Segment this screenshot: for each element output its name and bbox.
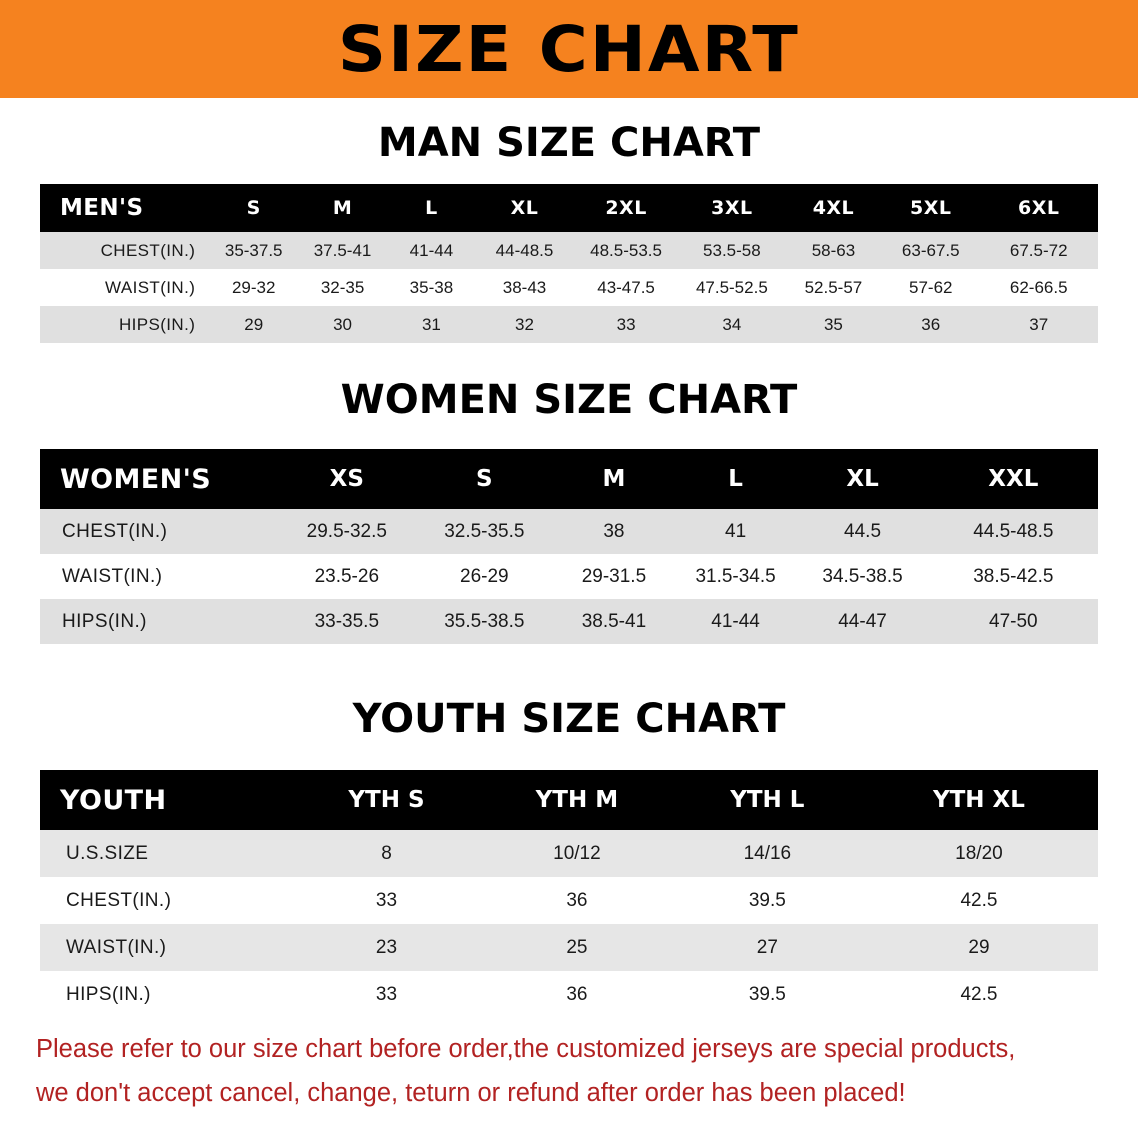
table-row bbox=[40, 554, 1098, 599]
youth-cell: 27 bbox=[675, 924, 860, 971]
men-header-cell: S bbox=[209, 184, 298, 232]
men-cell: 35-38 bbox=[387, 269, 476, 306]
youth-cell: 18/20 bbox=[860, 830, 1098, 877]
women-cell: 41-44 bbox=[675, 599, 797, 644]
youth-header-cell: YOUTH bbox=[40, 770, 294, 830]
men-header-cell: L bbox=[387, 184, 476, 232]
youth-cell: 42.5 bbox=[860, 877, 1098, 924]
women-header-cell: XL bbox=[796, 449, 928, 509]
youth-cell: 8 bbox=[294, 830, 479, 877]
men-cell: 29-32 bbox=[209, 269, 298, 306]
men-cell: 48.5-53.5 bbox=[573, 232, 679, 269]
youth-cell: 29 bbox=[860, 924, 1098, 971]
table-row bbox=[40, 830, 1098, 877]
men-cell: 47.5-52.5 bbox=[679, 269, 785, 306]
disclaimer-line-2: we don't accept cancel, change, teturn or refund after order has been placed! bbox=[36, 1078, 906, 1107]
men-cell: 38-43 bbox=[476, 269, 573, 306]
women-header-cell: WOMEN'S bbox=[40, 449, 278, 509]
men-cell: 58-63 bbox=[785, 232, 882, 269]
men-cell: 43-47.5 bbox=[573, 269, 679, 306]
women-cell: 35.5-38.5 bbox=[416, 599, 554, 644]
youth-row-label: WAIST(IN.) bbox=[40, 924, 294, 971]
men-header-cell: 3XL bbox=[679, 184, 785, 232]
women-table-wrap bbox=[0, 449, 1138, 644]
women-cell: 32.5-35.5 bbox=[416, 509, 554, 554]
men-cell: 34 bbox=[679, 306, 785, 343]
women-cell: 38.5-41 bbox=[553, 599, 675, 644]
youth-header-cell: YTH L bbox=[675, 770, 860, 830]
men-header-cell: 5XL bbox=[882, 184, 979, 232]
women-section-title: WOMEN SIZE CHART bbox=[340, 377, 798, 423]
table-row bbox=[40, 306, 1098, 343]
women-cell: 29-31.5 bbox=[553, 554, 675, 599]
women-cell: 41 bbox=[675, 509, 797, 554]
youth-header-cell: YTH M bbox=[479, 770, 675, 830]
women-row-label: WAIST(IN.) bbox=[40, 554, 278, 599]
women-cell: 47-50 bbox=[929, 599, 1098, 644]
men-cell: 33 bbox=[573, 306, 679, 343]
women-cell: 29.5-32.5 bbox=[278, 509, 416, 554]
youth-cell: 23 bbox=[294, 924, 479, 971]
man-size-table bbox=[40, 184, 1098, 343]
table-row bbox=[40, 184, 1098, 232]
men-cell: 63-67.5 bbox=[882, 232, 979, 269]
table-row bbox=[40, 449, 1098, 509]
women-header-cell: M bbox=[553, 449, 675, 509]
women-cell: 38.5-42.5 bbox=[929, 554, 1098, 599]
men-cell: 30 bbox=[298, 306, 387, 343]
men-cell: 53.5-58 bbox=[679, 232, 785, 269]
women-cell: 23.5-26 bbox=[278, 554, 416, 599]
women-cell: 26-29 bbox=[416, 554, 554, 599]
women-size-table bbox=[40, 449, 1098, 644]
men-cell: 36 bbox=[882, 306, 979, 343]
men-cell: 37 bbox=[979, 306, 1098, 343]
man-section-title: MAN SIZE CHART bbox=[377, 120, 761, 166]
youth-row-label: U.S.SIZE bbox=[40, 830, 294, 877]
women-header-cell: XXL bbox=[929, 449, 1098, 509]
men-cell: 41-44 bbox=[387, 232, 476, 269]
women-row-label: HIPS(IN.) bbox=[40, 599, 278, 644]
men-cell: 32-35 bbox=[298, 269, 387, 306]
women-cell: 44.5-48.5 bbox=[929, 509, 1098, 554]
men-cell: 32 bbox=[476, 306, 573, 343]
men-header-cell: 4XL bbox=[785, 184, 882, 232]
table-row bbox=[40, 924, 1098, 971]
women-header-cell: L bbox=[675, 449, 797, 509]
women-cell: 34.5-38.5 bbox=[796, 554, 928, 599]
table-row bbox=[40, 971, 1098, 1018]
men-cell: 52.5-57 bbox=[785, 269, 882, 306]
table-row bbox=[40, 509, 1098, 554]
youth-cell: 39.5 bbox=[675, 971, 860, 1018]
youth-table-wrap bbox=[0, 770, 1138, 1018]
youth-row-label: CHEST(IN.) bbox=[40, 877, 294, 924]
disclaimer-note bbox=[0, 1018, 1138, 1116]
banner-title: SIZE CHART bbox=[338, 12, 800, 86]
men-header-cell: MEN'S bbox=[40, 184, 209, 232]
men-cell: 44-48.5 bbox=[476, 232, 573, 269]
women-cell: 31.5-34.5 bbox=[675, 554, 797, 599]
banner bbox=[0, 0, 1138, 98]
men-row-label: CHEST(IN.) bbox=[40, 232, 209, 269]
men-header-cell: XL bbox=[476, 184, 573, 232]
table-row bbox=[40, 269, 1098, 306]
men-cell: 31 bbox=[387, 306, 476, 343]
youth-size-table bbox=[40, 770, 1098, 1018]
youth-cell: 25 bbox=[479, 924, 675, 971]
men-cell: 37.5-41 bbox=[298, 232, 387, 269]
men-cell: 35 bbox=[785, 306, 882, 343]
men-row-label: HIPS(IN.) bbox=[40, 306, 209, 343]
women-header-cell: XS bbox=[278, 449, 416, 509]
youth-row-label: HIPS(IN.) bbox=[40, 971, 294, 1018]
men-cell: 35-37.5 bbox=[209, 232, 298, 269]
youth-header-cell: YTH XL bbox=[860, 770, 1098, 830]
men-cell: 29 bbox=[209, 306, 298, 343]
youth-header-cell: YTH S bbox=[294, 770, 479, 830]
men-header-cell: 2XL bbox=[573, 184, 679, 232]
youth-cell: 36 bbox=[479, 971, 675, 1018]
disclaimer-line-1: Please refer to our size chart before order,the customized jerseys are special products, bbox=[36, 1035, 1016, 1063]
youth-section-title: YOUTH SIZE CHART bbox=[352, 696, 786, 742]
youth-cell: 14/16 bbox=[675, 830, 860, 877]
men-cell: 67.5-72 bbox=[979, 232, 1098, 269]
youth-cell: 39.5 bbox=[675, 877, 860, 924]
table-row bbox=[40, 877, 1098, 924]
women-cell: 44-47 bbox=[796, 599, 928, 644]
men-row-label: WAIST(IN.) bbox=[40, 269, 209, 306]
men-cell: 62-66.5 bbox=[979, 269, 1098, 306]
youth-cell: 33 bbox=[294, 971, 479, 1018]
men-header-cell: 6XL bbox=[979, 184, 1098, 232]
youth-cell: 42.5 bbox=[860, 971, 1098, 1018]
youth-cell: 10/12 bbox=[479, 830, 675, 877]
women-row-label: CHEST(IN.) bbox=[40, 509, 278, 554]
women-cell: 33-35.5 bbox=[278, 599, 416, 644]
women-cell: 44.5 bbox=[796, 509, 928, 554]
table-row bbox=[40, 232, 1098, 269]
men-header-cell: M bbox=[298, 184, 387, 232]
table-row bbox=[40, 770, 1098, 830]
women-header-cell: S bbox=[416, 449, 554, 509]
men-cell: 57-62 bbox=[882, 269, 979, 306]
table-row bbox=[40, 599, 1098, 644]
women-cell: 38 bbox=[553, 509, 675, 554]
youth-cell: 36 bbox=[479, 877, 675, 924]
youth-cell: 33 bbox=[294, 877, 479, 924]
man-table-wrap bbox=[0, 184, 1138, 343]
